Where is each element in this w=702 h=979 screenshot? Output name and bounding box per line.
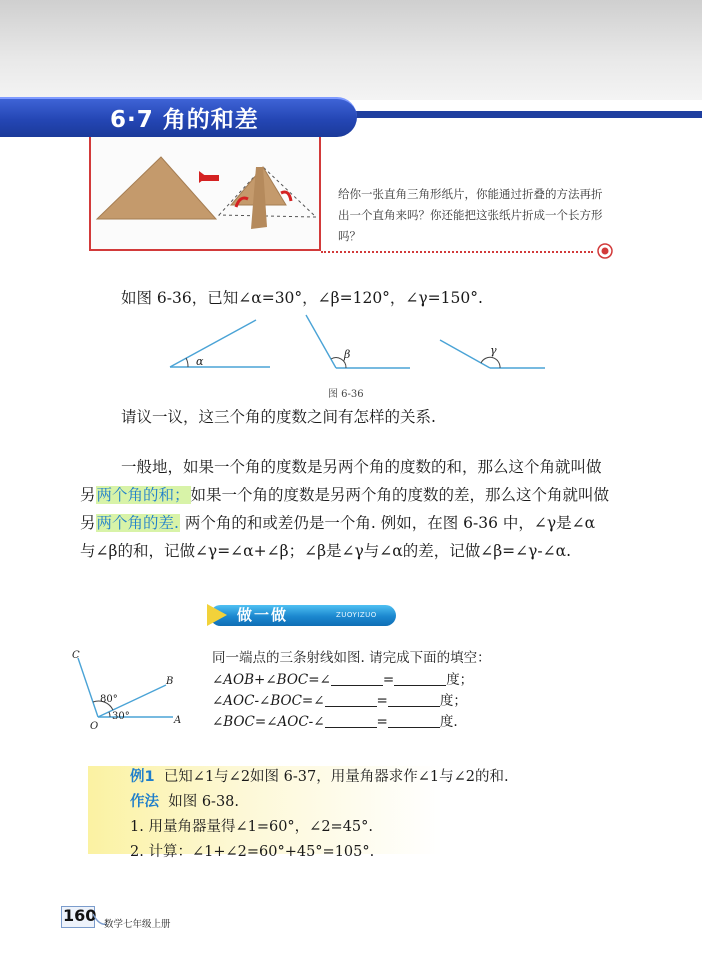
three-rays-figure	[68, 645, 198, 735]
book-title: 数学七年级上册	[104, 919, 171, 930]
example-label: 例1	[130, 769, 155, 785]
line1-blank-degrees[interactable]	[394, 671, 446, 686]
label-C: C	[72, 650, 80, 661]
definition-part1: 一般地，如果一个角的度数是另两个角的度数的和，那么这个角就叫做另	[80, 458, 602, 504]
angle-gamma	[440, 340, 545, 368]
header-rule	[350, 111, 702, 118]
method-step-2: 2. 计算：∠1+∠2=60°+45°=105°.	[130, 844, 375, 860]
target-icon	[597, 243, 613, 259]
exercise-line-3	[212, 712, 458, 733]
section-title: 6·7 角的和差	[110, 107, 259, 133]
highlight-sum-term: 两个角的和；	[96, 486, 190, 504]
definition-part2: 如果一个角的度数是另两个角的度数的差，那么这个角就叫做另	[80, 486, 610, 532]
highlight-difference-term: 两个角的差.	[96, 514, 179, 532]
label-B: B	[166, 676, 174, 687]
line2-unit: 度；	[439, 693, 467, 709]
line3-blank-degrees[interactable]	[388, 713, 440, 728]
exercise-line-1	[212, 670, 473, 691]
exercise-intro: 同一端点的三条射线如图. 请完成下面的填空：	[212, 650, 491, 666]
angle-alpha	[170, 320, 270, 368]
line2-blank-degrees[interactable]	[388, 692, 440, 707]
activity-title: 做一做	[237, 606, 289, 624]
label-gamma: γ	[490, 344, 497, 357]
line2-expression: ∠AOC-∠BOC=∠	[212, 693, 325, 709]
figure-6-36	[160, 310, 560, 380]
line3-unit: 度.	[439, 714, 458, 730]
line1-equals: =	[382, 672, 395, 688]
play-triangle-icon	[207, 604, 227, 626]
label-alpha: α	[196, 355, 204, 368]
method-statement	[130, 790, 239, 815]
example-text: 已知∠1与∠2如图 6-37，用量角器求作∠1与∠2的和.	[163, 769, 509, 785]
line3-expression: ∠BOC=∠AOC-∠	[212, 714, 325, 730]
paper-folding-illustration	[91, 137, 319, 249]
line1-expression: ∠AOB+∠BOC=∠	[212, 672, 331, 688]
figure-caption: 图 6-36	[328, 389, 364, 400]
line2-equals: =	[376, 693, 388, 709]
angle-beta	[306, 315, 410, 368]
label-beta: β	[344, 348, 351, 361]
line1-unit: 度；	[446, 672, 474, 688]
activity-subtitle: ZUOYIZUO	[336, 611, 377, 619]
intro-question: 给你一张直角三角形纸片，你能通过折叠的方法再折出一个直角来吗？你还能把这张纸片折成一个长方形吗？	[338, 187, 603, 243]
dotted-divider	[321, 251, 593, 253]
method-label: 作法	[130, 794, 159, 810]
discuss-prompt: 请议一议，这三个角的度数之间有怎样的关系.	[121, 408, 436, 426]
example-statement	[130, 765, 509, 790]
given-statement: 如图 6-36，已知∠α=30°，∠β=120°，∠γ=150°.	[121, 289, 483, 307]
line3-blank-angle[interactable]	[325, 713, 377, 728]
page-number: 160	[63, 906, 97, 925]
method-text: 如图 6-38.	[168, 794, 240, 810]
top-band	[0, 0, 702, 100]
label-A: A	[174, 715, 182, 726]
label-80-degrees: 80°	[100, 694, 118, 705]
line3-equals: =	[376, 714, 388, 730]
definition-paragraph	[80, 453, 610, 565]
method-step-1: 1. 用量角器量得∠1=60°，∠2=45°.	[130, 819, 374, 835]
label-30-degrees: 30°	[112, 711, 130, 722]
line2-blank-angle[interactable]	[325, 692, 377, 707]
definition-part3: 两个角的和或差仍是一个角. 例如，在图 6-36 中，∠γ是∠α与∠β的和，记做∠γ=∠α+∠β；∠β是∠γ与∠α的差，记做∠β=∠γ-∠α.	[80, 514, 596, 560]
line1-blank-angle[interactable]	[331, 671, 383, 686]
label-O: O	[90, 721, 99, 732]
exercise-line-2	[212, 691, 467, 712]
folding-photo	[89, 137, 321, 251]
